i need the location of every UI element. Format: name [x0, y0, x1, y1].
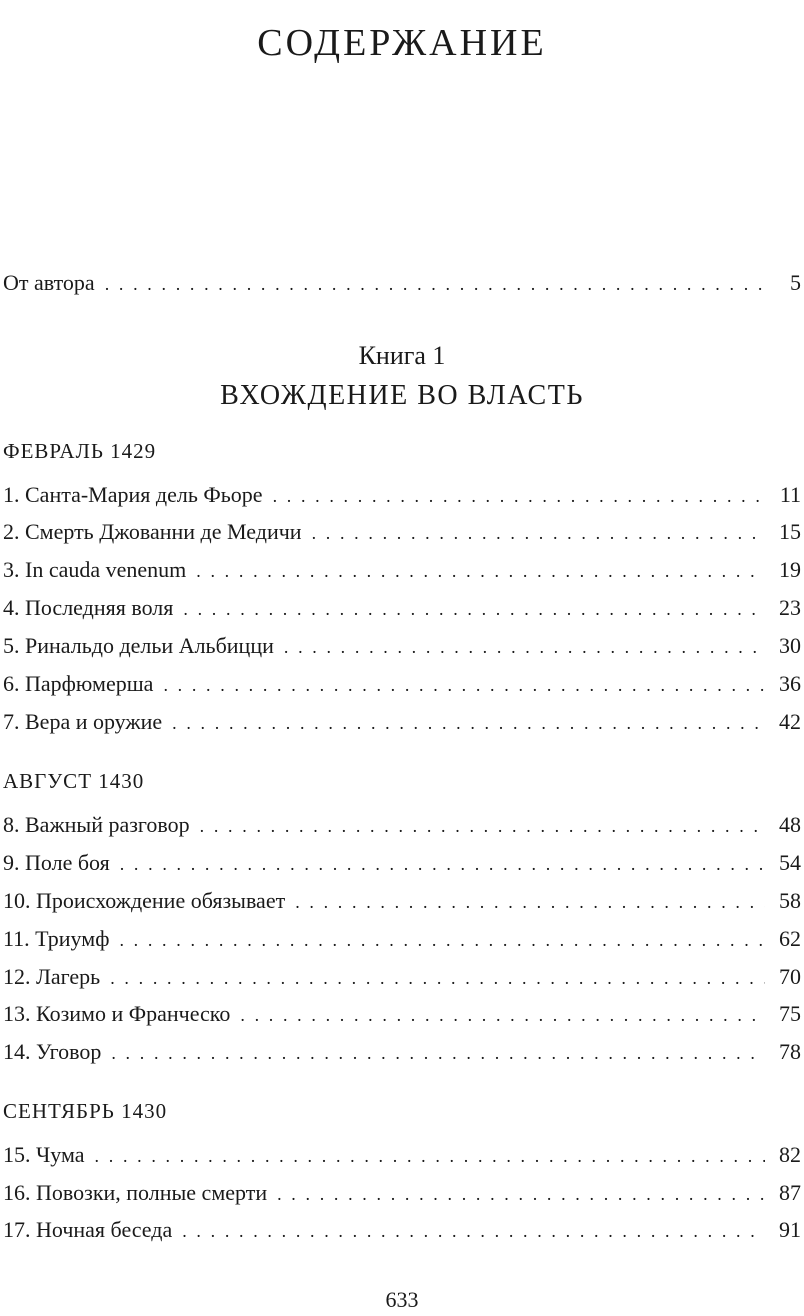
- toc-entry-page: 30: [779, 633, 801, 658]
- toc-entry-page: 5: [790, 270, 801, 295]
- toc-entry-page: 23: [779, 595, 801, 620]
- toc-entry: [3, 514, 801, 550]
- toc-entry: [3, 921, 801, 957]
- toc-entry-title: 4. Последняя воля: [3, 595, 174, 620]
- toc-entry-page: 82: [779, 1142, 801, 1167]
- toc-entry: [3, 1212, 801, 1248]
- dot-leader: [105, 266, 765, 302]
- toc-entry-title: 3. In cauda venenum: [3, 557, 187, 582]
- book-label: Книга 1: [358, 341, 446, 370]
- toc-entry: [3, 1034, 801, 1070]
- section-heading: СЕНТЯБРЬ 1430: [3, 1099, 168, 1123]
- toc-entry: [3, 704, 801, 740]
- toc-entry-title: 6. Парфюмерша: [3, 671, 154, 696]
- toc-entry-preface: [3, 265, 801, 301]
- toc-entry-page: 11: [779, 482, 801, 507]
- toc-entry-page: 54: [779, 850, 801, 875]
- toc-entry-page: 36: [779, 671, 801, 696]
- dot-leader: [172, 705, 765, 741]
- toc-entry: [3, 807, 801, 843]
- toc-entry-page: 78: [779, 1039, 801, 1064]
- toc-entry-title: 17. Ночная беседа: [3, 1217, 173, 1242]
- section-heading: АВГУСТ 1430: [3, 769, 145, 793]
- toc-entry-page: 70: [779, 964, 801, 989]
- toc-entry: [3, 1137, 801, 1173]
- toc-entry-title: От автора: [3, 270, 95, 295]
- toc-entry-title: 2. Смерть Джованни де Медичи: [3, 519, 302, 544]
- dot-leader: [240, 997, 765, 1033]
- toc-entry-page: 62: [779, 926, 801, 951]
- dot-leader: [273, 478, 765, 514]
- toc-entry: [3, 959, 801, 995]
- dot-leader: [312, 515, 765, 551]
- toc-entry-title: 11. Триумф: [3, 926, 110, 951]
- toc-entry: [3, 628, 801, 664]
- toc-entry: [3, 1175, 801, 1211]
- dot-leader: [295, 884, 765, 920]
- dot-leader: [95, 1138, 765, 1174]
- toc-entry-title: 10. Происхождение обязывает: [3, 888, 286, 913]
- toc-entry-title: 13. Козимо и Франческо: [3, 1001, 231, 1026]
- dot-leader: [277, 1176, 765, 1212]
- toc-entry-title: 9. Поле боя: [3, 850, 110, 875]
- toc-entry-page: 42: [779, 709, 801, 734]
- dot-leader: [111, 1035, 765, 1071]
- toc-entry-page: 75: [779, 1001, 801, 1026]
- toc-entry-title: 5. Ринальдо дельи Альбицци: [3, 633, 274, 658]
- dot-leader: [110, 960, 765, 996]
- toc-entry-page: 87: [779, 1180, 801, 1205]
- toc-entry-title: 8. Важный разговор: [3, 812, 190, 837]
- dot-leader: [200, 808, 765, 844]
- toc-entry-page: 15: [779, 519, 801, 544]
- dot-leader: [183, 591, 765, 627]
- toc-entry: [3, 883, 801, 919]
- toc-entry: [3, 590, 801, 626]
- page-number: 633: [385, 1287, 419, 1312]
- toc-entry-page: 91: [779, 1217, 801, 1242]
- dot-leader: [163, 667, 765, 703]
- dot-leader: [119, 922, 765, 958]
- toc-entry: [3, 666, 801, 702]
- dot-leader: [196, 553, 765, 589]
- toc-entry-page: 58: [779, 888, 801, 913]
- toc-entry: [3, 552, 801, 588]
- toc-entry: [3, 845, 801, 881]
- toc-entry-page: 48: [779, 812, 801, 837]
- toc-entry-title: 12. Лагерь: [3, 964, 101, 989]
- toc-entry: [3, 477, 801, 513]
- toc-entry-title: 16. Повозки, полные смерти: [3, 1180, 268, 1205]
- dot-leader: [284, 629, 765, 665]
- page-title: СОДЕРЖАНИЕ: [257, 22, 547, 65]
- book-title: ВХОЖДЕНИЕ ВО ВЛАСТЬ: [220, 380, 584, 411]
- toc-entry-title: 15. Чума: [3, 1142, 85, 1167]
- dot-leader: [182, 1213, 765, 1249]
- toc-entry-title: 14. Уговор: [3, 1039, 102, 1064]
- toc-entry-title: 7. Вера и оружие: [3, 709, 163, 734]
- toc-entry: [3, 996, 801, 1032]
- toc-entry-page: 19: [779, 557, 801, 582]
- dot-leader: [120, 846, 765, 882]
- section-heading: ФЕВРАЛЬ 1429: [3, 439, 157, 463]
- toc-entry-title: 1. Санта-Мария дель Фьоре: [3, 482, 263, 507]
